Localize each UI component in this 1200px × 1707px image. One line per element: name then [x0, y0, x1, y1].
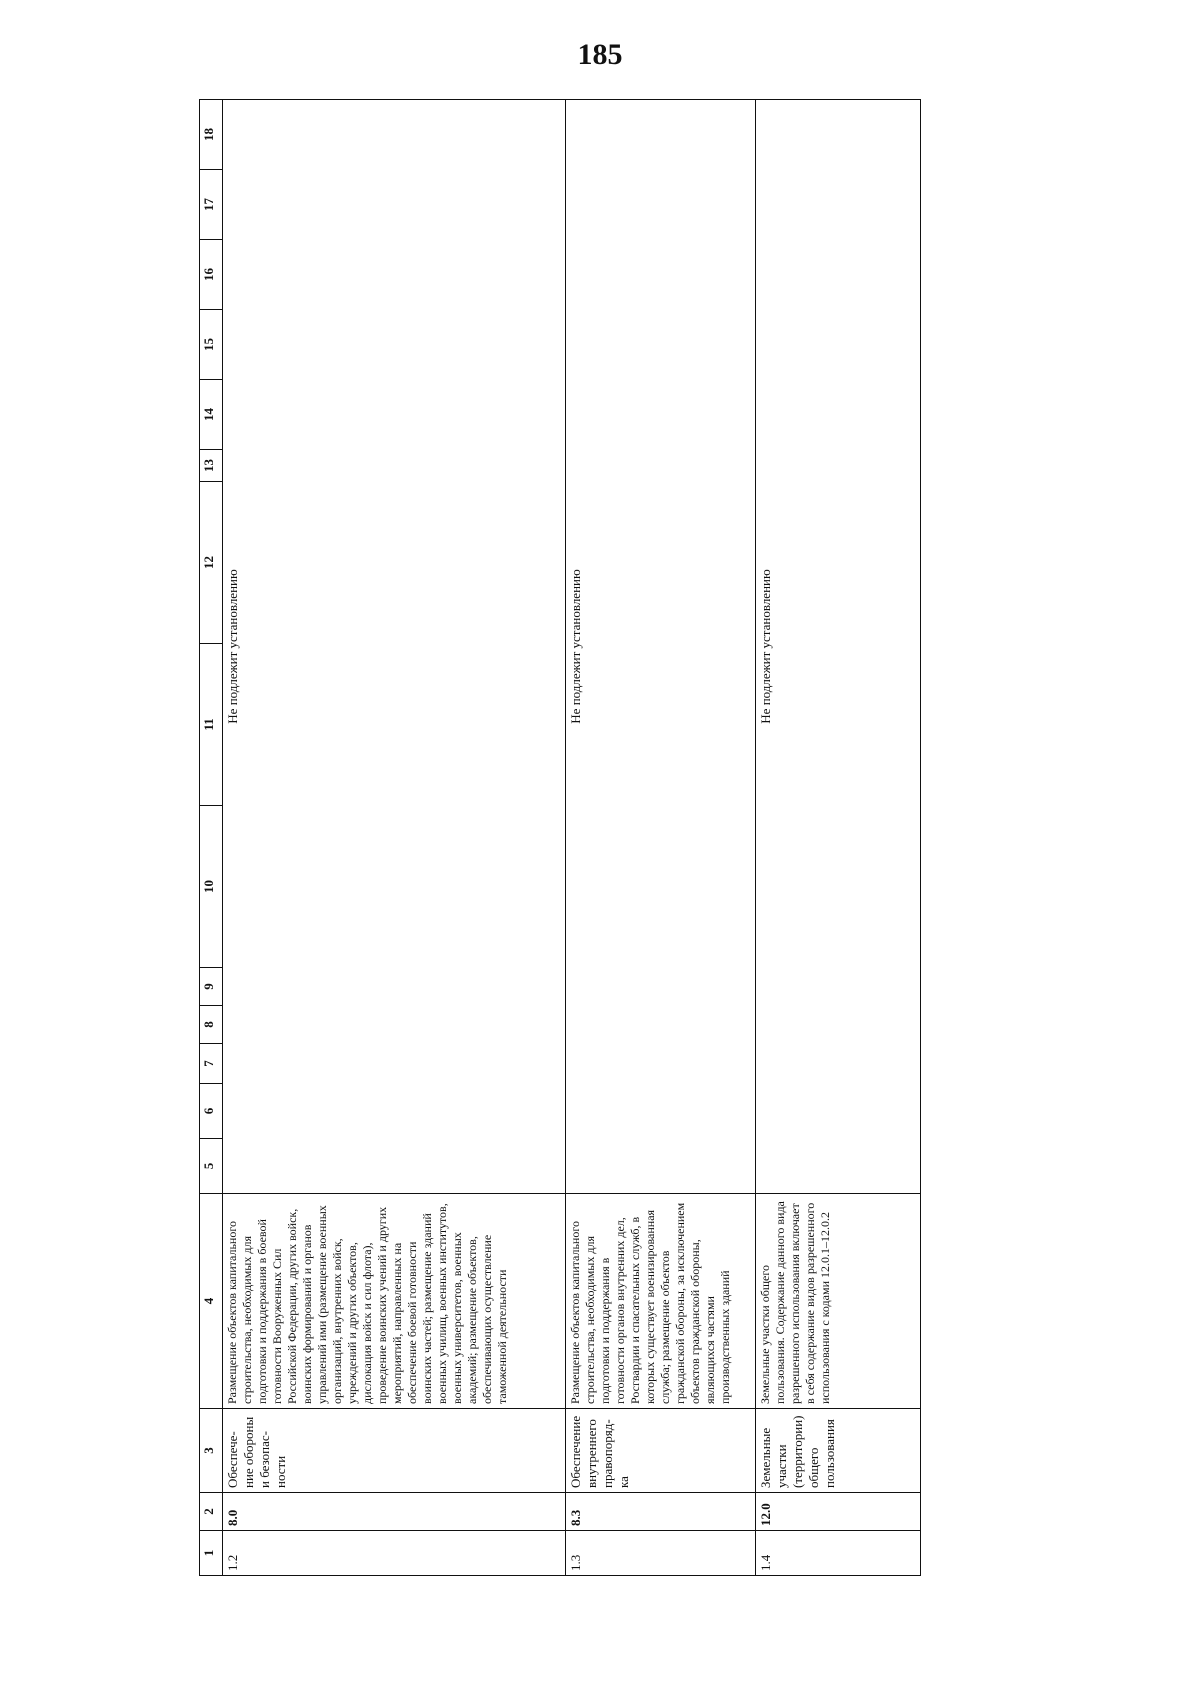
table-sheet — [199, 100, 919, 1576]
row-number: 1.3 — [566, 1531, 756, 1576]
use-code: 8.3 — [566, 1493, 756, 1531]
column-header: 13 — [200, 450, 223, 482]
merged-note: Не подлежит установлению — [223, 100, 566, 1194]
row-number: 1.4 — [756, 1531, 921, 1576]
table-row — [756, 100, 921, 1576]
use-description: Размещение объектов капитального строительства, необходимых для подготовки и поддержания в боевой готовности Вооруженных Сил Российской Федерации, других войск, воинских формирований и органов управлений ими (размещение военных организаций, внутренних войск, учреждений и других объектов, дислокация войск и сил флота), проведение воинских учений и других мероприятий, направленных на обеспечение боевой готовности воинских частей; размещение зданий военных училищ, военных институтов, военных университетов, военных академий; размещение объектов, обеспечивающих осуществление таможенной деятельности — [223, 1194, 566, 1409]
header-row — [200, 100, 223, 1576]
column-header: 1 — [200, 1531, 223, 1576]
column-header: 10 — [200, 806, 223, 968]
column-header: 11 — [200, 644, 223, 806]
column-header: 18 — [200, 100, 223, 170]
column-header: 15 — [200, 310, 223, 380]
merged-note: Не подлежит установлению — [566, 100, 756, 1194]
use-description: Размещение объектов капитального строительства, необходимых для подготовки и поддержания в готовности органов внутренних дел, Росгвардии и спасательных служб, в которых существует военизированная служба; размещение объектов гражданской обороны, за исключением объектов гражданской обороны, являющихся частями производственных зданий — [566, 1194, 756, 1409]
merged-note: Не подлежит установлению — [756, 100, 921, 1194]
use-description: Земельные участки общего пользования. Содержание данного вида разрешенного использования включает в себя содержание видов разрешенного использования с кодами 12.0.1–12.0.2 — [756, 1194, 921, 1409]
use-name: Земельные участки (территории) общего пользования — [756, 1409, 921, 1493]
column-header: 12 — [200, 482, 223, 644]
use-name: Обеспечение внутреннего правопоряд-ка — [566, 1409, 756, 1493]
use-name: Обеспече-ние обороны и безопас-ности — [223, 1409, 566, 1493]
column-header: 5 — [200, 1139, 223, 1194]
row-number: 1.2 — [223, 1531, 566, 1576]
land-use-table — [199, 99, 921, 1576]
column-header: 4 — [200, 1194, 223, 1409]
column-header: 17 — [200, 170, 223, 240]
use-code: 8.0 — [223, 1493, 566, 1531]
column-header: 8 — [200, 1006, 223, 1044]
column-header: 2 — [200, 1493, 223, 1531]
column-header: 6 — [200, 1084, 223, 1139]
column-header: 14 — [200, 380, 223, 450]
table-row — [223, 100, 566, 1576]
column-header: 7 — [200, 1044, 223, 1084]
column-header: 16 — [200, 240, 223, 310]
rotated-table-frame — [199, 100, 919, 1576]
use-code: 12.0 — [756, 1493, 921, 1531]
column-header: 9 — [200, 968, 223, 1006]
page-number: 185 — [577, 38, 623, 71]
table-row — [566, 100, 756, 1576]
column-header: 3 — [200, 1409, 223, 1493]
